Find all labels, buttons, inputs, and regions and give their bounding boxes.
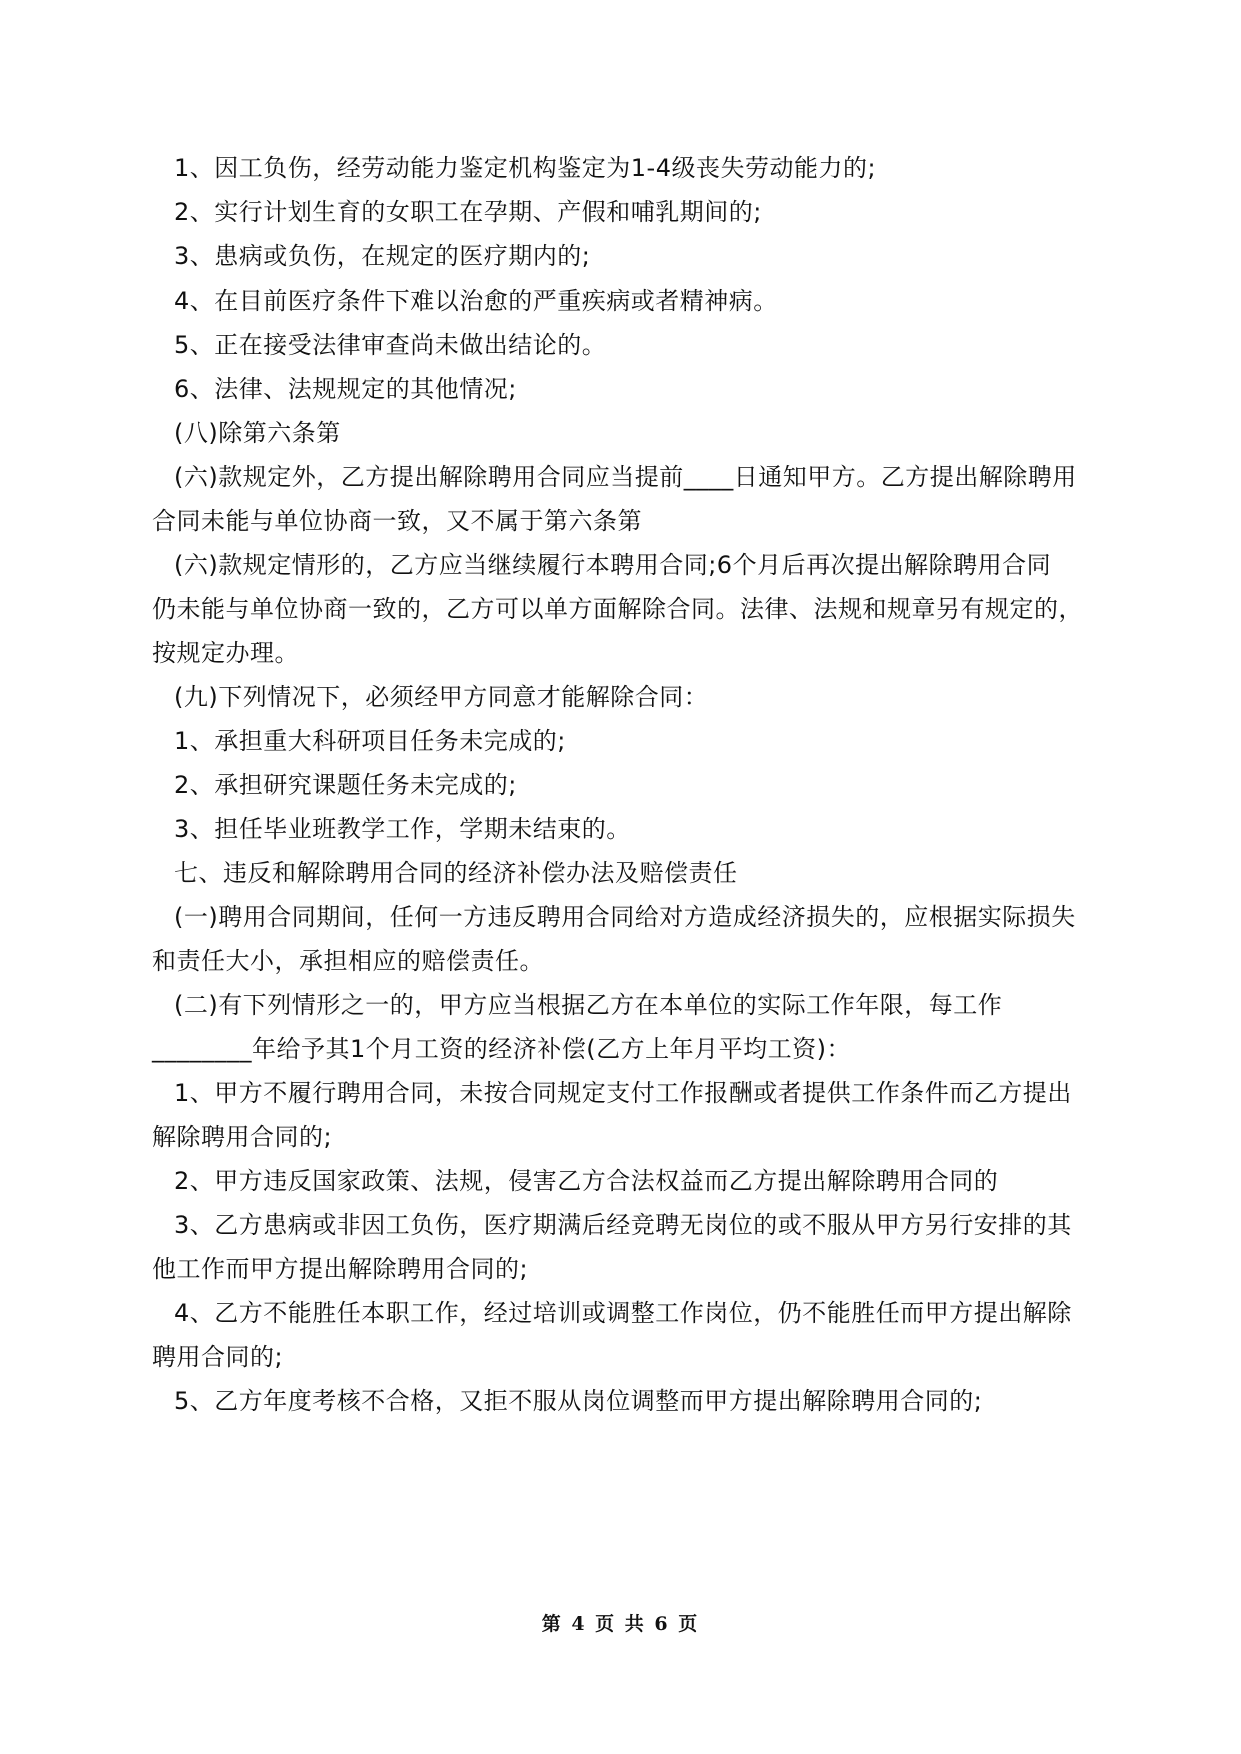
page-number-footer: 第 4 页 共 6 页 bbox=[541, 1613, 700, 1635]
paragraph-line: 合同未能与单位协商一致，又不属于第六条第 bbox=[152, 507, 642, 535]
paragraph-line: 聘用合同的; bbox=[152, 1343, 284, 1371]
paragraph-line: 他工作而甲方提出解除聘用合同的; bbox=[152, 1255, 529, 1283]
paragraph-line: 5、乙方年度考核不合格，又拒不服从岗位调整而甲方提出解除聘用合同的; bbox=[174, 1387, 983, 1415]
paragraph-line: 2、实行计划生育的女职工在孕期、产假和哺乳期间的; bbox=[174, 198, 762, 226]
paragraph-line: ________年给予其1个月工资的经济补偿(乙方上年月平均工资)： bbox=[152, 1035, 851, 1063]
paragraph-line: 2、承担研究课题任务未完成的; bbox=[174, 771, 517, 799]
paragraph-line: 3、患病或负伤，在规定的医疗期内的; bbox=[174, 242, 591, 270]
section-heading: 七、违反和解除聘用合同的经济补偿办法及赔偿责任 bbox=[174, 859, 738, 887]
paragraph-line: 2、甲方违反国家政策、法规，侵害乙方合法权益而乙方提出解除聘用合同的 bbox=[174, 1167, 999, 1195]
paragraph-line: (一)聘用合同期间，任何一方违反聘用合同给对方造成经济损失的，应根据实际损失 bbox=[174, 903, 1076, 931]
paragraph-line: (六)款规定情形的，乙方应当继续履行本聘用合同;6个月后再次提出解除聘用合同 bbox=[174, 551, 1052, 579]
section-heading: (八)除第六条第 bbox=[174, 419, 341, 447]
paragraph-line: 1、甲方不履行聘用合同，未按合同规定支付工作报酬或者提供工作条件而乙方提出 bbox=[174, 1079, 1072, 1107]
paragraph-line: 仍未能与单位协商一致的，乙方可以单方面解除合同。法律、法规和规章另有规定的， bbox=[152, 595, 1083, 623]
paragraph-line: 5、正在接受法律审查尚未做出结论的。 bbox=[174, 331, 607, 359]
paragraph-line: 1、因工负伤，经劳动能力鉴定机构鉴定为1-4级丧失劳动能力的; bbox=[174, 154, 877, 182]
paragraph-line: 4、在目前医疗条件下难以治愈的严重疾病或者精神病。 bbox=[174, 287, 778, 315]
paragraph-line: 解除聘用合同的; bbox=[152, 1123, 333, 1151]
paragraph-line: 4、乙方不能胜任本职工作，经过培训或调整工作岗位，仍不能胜任而甲方提出解除 bbox=[174, 1299, 1072, 1327]
paragraph-line: 和责任大小，承担相应的赔偿责任。 bbox=[152, 947, 544, 975]
paragraph-line: (二)有下列情形之一的，甲方应当根据乙方在本单位的实际工作年限，每工作 bbox=[174, 991, 1003, 1019]
paragraph-line: 按规定办理。 bbox=[152, 639, 299, 667]
paragraph-line: (六)款规定外，乙方提出解除聘用合同应当提前____日通知甲方。乙方提出解除聘用 bbox=[174, 463, 1077, 491]
paragraph-line: 3、乙方患病或非因工负伤，医疗期满后经竞聘无岗位的或不服从甲方另行安排的其 bbox=[174, 1211, 1072, 1239]
section-heading: (九)下列情况下，必须经甲方同意才能解除合同： bbox=[174, 683, 709, 711]
paragraph-line: 3、担任毕业班教学工作，学期未结束的。 bbox=[174, 815, 631, 843]
paragraph-line: 6、法律、法规规定的其他情况; bbox=[174, 375, 517, 403]
paragraph-line: 1、承担重大科研项目任务未完成的; bbox=[174, 727, 566, 755]
